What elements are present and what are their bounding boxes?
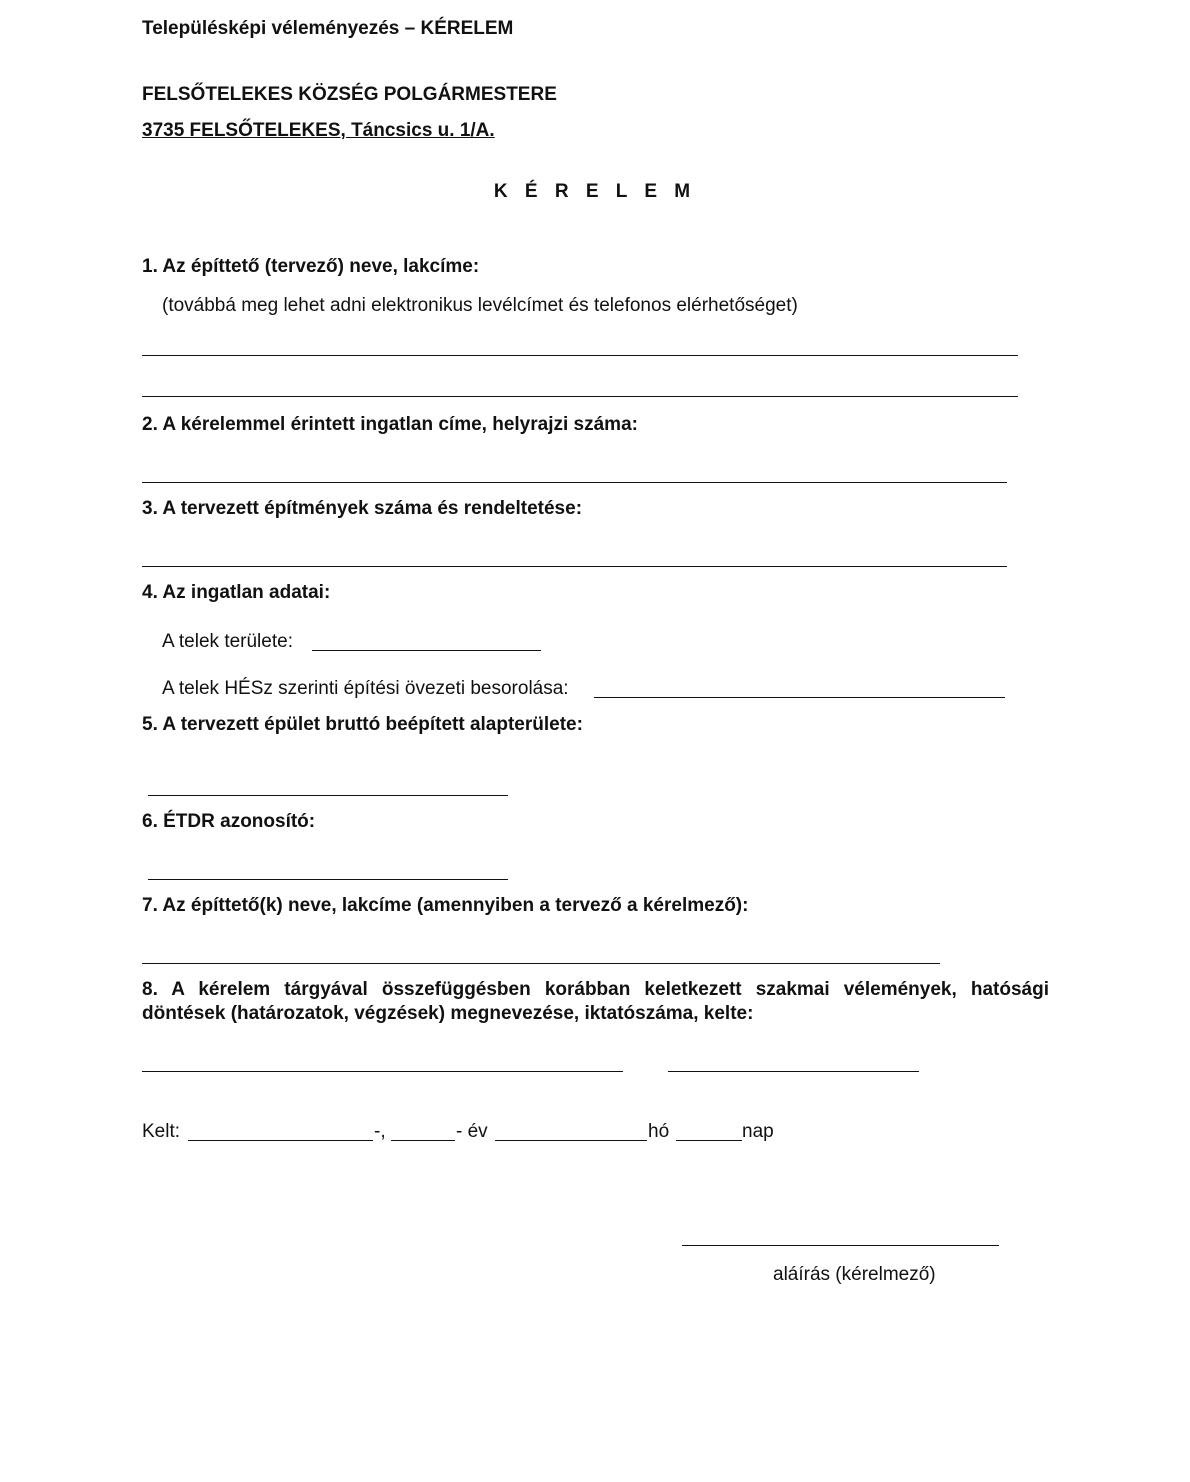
section-1-note: (továbbá meg lehet adni elektronikus levélcímet és telefonos elérhetőséget) xyxy=(162,295,798,316)
section-2-label: 2. A kérelemmel érintett ingatlan címe, helyrajzi száma: xyxy=(142,414,638,435)
section-3-label: 3. A tervezett építmények száma és rendeltetése: xyxy=(142,498,583,519)
section-6-label: 6. ÉTDR azonosító: xyxy=(142,811,316,832)
section-1-input-line-1[interactable] xyxy=(142,355,1018,356)
date-year-input-line[interactable] xyxy=(391,1140,455,1141)
date-day-input-line[interactable] xyxy=(676,1140,742,1141)
section-8-input-line-right[interactable] xyxy=(668,1071,919,1072)
date-day-label: nap xyxy=(742,1121,774,1142)
plot-area-label: A telek területe: xyxy=(162,631,293,652)
section-7-input-line[interactable] xyxy=(142,963,940,964)
zoning-input-line[interactable] xyxy=(594,697,1005,698)
recipient-address: 3735 FELSŐTELEKES, Táncsics u. 1/A. xyxy=(142,120,495,141)
section-5-label: 5. A tervezett épület bruttó beépített alapterülete: xyxy=(142,714,583,735)
section-3-input-line[interactable] xyxy=(142,566,1007,567)
zoning-label: A telek HÉSz szerinti építési övezeti besorolása: xyxy=(162,678,569,699)
section-2-input-line[interactable] xyxy=(142,482,1007,483)
section-1-input-line-2[interactable] xyxy=(142,396,1018,397)
date-separator: -, xyxy=(374,1121,386,1142)
signature-label: aláírás (kérelmező) xyxy=(773,1264,936,1285)
section-8-label: 8. A kérelem tárgyával összefüggésben korábban keletkezett szakmai vélemények, hatósági döntések (határozatok, végzések) megnevezése, iktatószáma, kelte: xyxy=(142,979,1049,1024)
section-6-input-line[interactable] xyxy=(148,879,508,880)
section-1-label: 1. Az építtető (tervező) neve, lakcíme: xyxy=(142,256,480,277)
date-place-input-line[interactable] xyxy=(188,1140,373,1141)
document-topic: Településképi véleményezés – KÉRELEM xyxy=(142,18,514,39)
section-4-label: 4. Az ingatlan adatai: xyxy=(142,582,331,603)
plot-area-input-line[interactable] xyxy=(312,650,541,651)
date-month-input-line[interactable] xyxy=(495,1140,647,1141)
date-prefix: Kelt: xyxy=(142,1121,181,1142)
recipient-name: FELSŐTELEKES KÖZSÉG POLGÁRMESTERE xyxy=(142,84,557,105)
date-month-label: hó xyxy=(648,1121,670,1142)
page-title: K É R E L E M xyxy=(493,181,697,202)
section-5-input-line[interactable] xyxy=(148,795,508,796)
section-8-input-line-left[interactable] xyxy=(142,1071,623,1072)
date-year-label: - év xyxy=(456,1121,488,1142)
section-7-label: 7. Az építtető(k) neve, lakcíme (amennyiben a tervező a kérelmező): xyxy=(142,895,749,916)
signature-line[interactable] xyxy=(682,1245,999,1246)
